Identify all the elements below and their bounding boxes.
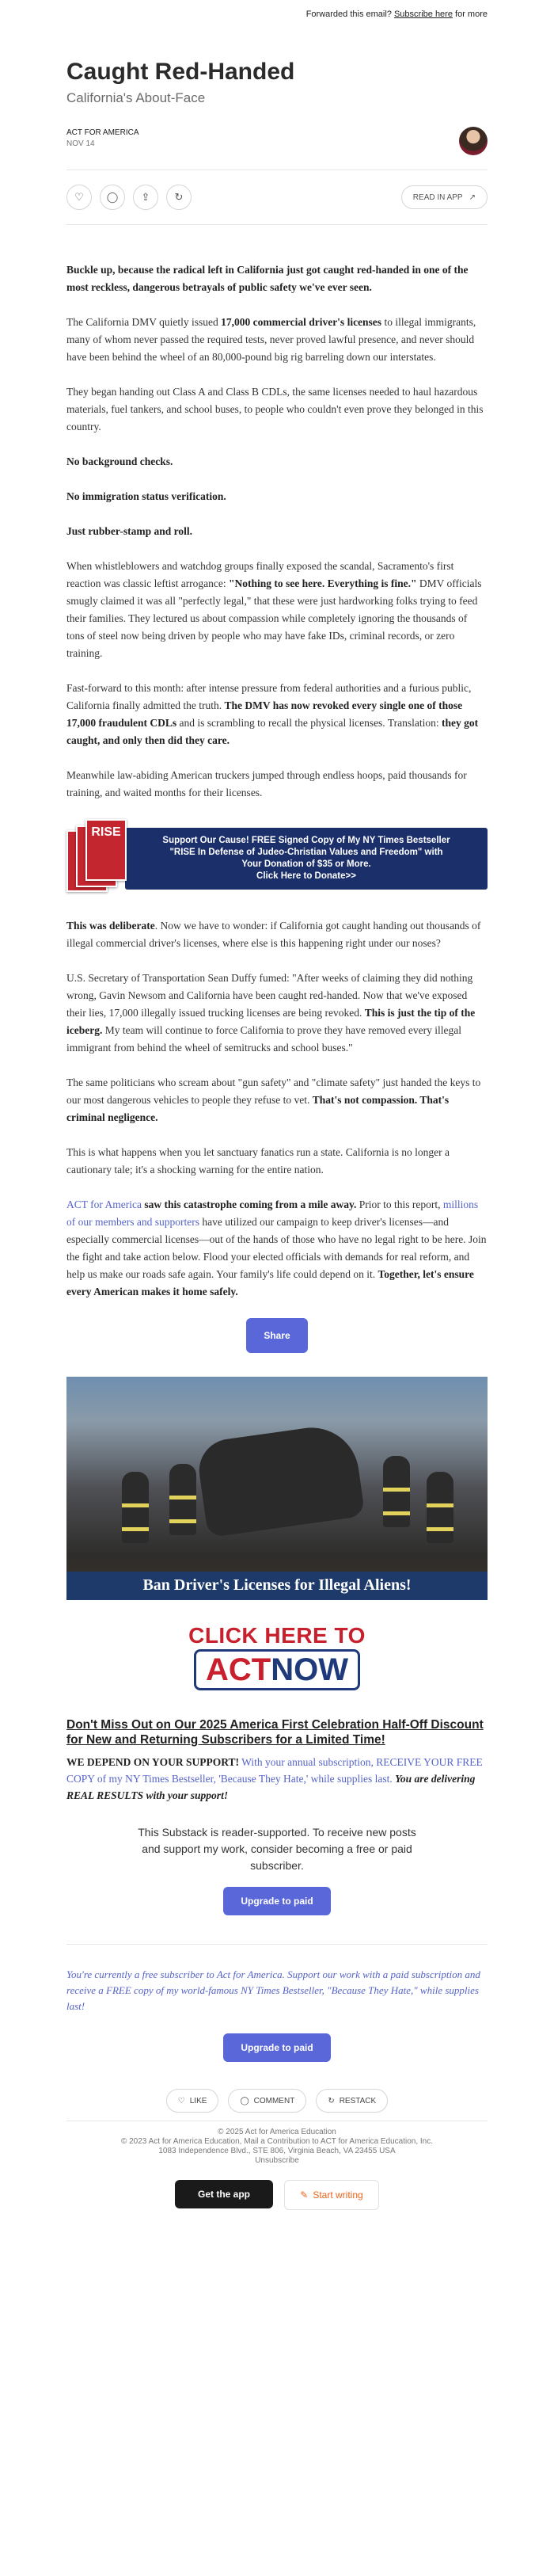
- heart-icon: ♡: [74, 191, 84, 203]
- book-cover: RISE: [85, 819, 127, 881]
- divider: [66, 1944, 488, 1945]
- act-now-button[interactable]: CLICK HERE TO ACTNOW: [66, 1624, 488, 1690]
- book-stack-image: [66, 819, 131, 898]
- act-for-america-link[interactable]: ACT for America: [66, 1198, 142, 1210]
- comment-icon: ◯: [106, 191, 119, 203]
- bestseller-link[interactable]: With your annual subscription, RECEIVE YOUR FREE COPY of my NY Times Bestseller, 'Because They Hate,' while supplies last.: [66, 1756, 483, 1785]
- legal-footer: © 2025 Act for America Education © 2023 Act for America Education, Mail a Contribution to ACT for America Education, Inc. 1083 Independence Blvd., STE 806, Virginia Beach, VA 23455 USA Unsubscribe: [66, 2121, 488, 2166]
- footer-comment-button[interactable]: ◯ COMMENT: [228, 2089, 306, 2113]
- donate-link[interactable]: Click Here to Donate>>: [256, 871, 356, 881]
- like-button[interactable]: [66, 185, 92, 210]
- paragraph: They began handing out Class A and Class B CDLs, the same licenses needed to haul hazardous materials, fuel tankers, and school buses, to people who couldn't even prove they belonged in this country.: [66, 386, 484, 433]
- paragraph: Meanwhile law-abiding American truckers jumped through endless hoops, paid thousands for training, and waited months for their licenses.: [66, 769, 467, 798]
- paragraph: Fast-forward to this month: after intense pressure from federal authorities and a furious public, California finally admitted the truth. The DMV has now revoked every single one of those 17,000 fraudulent CDLs and is scrambling to recall the physical licenses. Translation: they got caught, and only then did they care.: [66, 682, 479, 746]
- members-link[interactable]: millions of our members and supporters: [66, 1198, 479, 1228]
- firefighter-figure: [383, 1456, 410, 1527]
- post-date: NOV 14: [66, 139, 95, 148]
- external-arrow-icon: ↗: [469, 192, 476, 202]
- click-here-text: CLICK HERE TO: [188, 1623, 366, 1648]
- pen-icon: ✎: [300, 2189, 309, 2201]
- forwarded-line: [66, 0, 488, 19]
- unsubscribe-link[interactable]: Unsubscribe: [255, 2156, 299, 2165]
- paragraph: U.S. Secretary of Transportation Sean Duffy fumed: "After weeks of claiming they did nothing wrong, Gavin Newsom and California have been caught red-handed. Now that we've exposed their lies, 17,000 illegally issued trucking licenses are being revoked. This is just the tip of the iceberg. My team will continue to force California to prove they have removed every illegal immigrant from behind the wheel of semitrucks and school buses.": [66, 972, 476, 1054]
- paragraph: This is what happens when you let sanctuary fanatics run a state. California is no longer a cautionary tale; it's a shocking warning for the entire nation.: [66, 1146, 450, 1176]
- photo-caption: Ban Driver's Licenses for Illegal Aliens!: [66, 1572, 488, 1600]
- reader-supported-text: This Substack is reader-supported. To receive new posts and support my work, consider becoming a free or paid subscriber.: [138, 1826, 416, 1872]
- paragraph: The same politicians who scream about "gun safety" and "climate safety" just handed the keys to our most dangerous vehicles to people they refuse to vet. That's not compassion. That's criminal negligence.: [66, 1077, 481, 1123]
- upgrade-button[interactable]: Upgrade to paid: [223, 1887, 330, 1915]
- action-bar: [66, 170, 488, 225]
- paragraph: ACT for America saw this catastrophe coming from a mile away. Prior to this report, millions of our members and supporters have utilized our campaign to keep driver's licenses—and especially commercial licenses—out of the hands of those who have no legal right to be here. Join the fight and take action below. Flood your elected officials with demands for real reform, and help us make our roads safe again. Your family's life could depend on it. Together, let's ensure every American makes it home safely.: [66, 1198, 487, 1298]
- start-writing-button[interactable]: ✎ Start writing: [284, 2180, 379, 2210]
- footer-restack-button[interactable]: ↻ RESTACK: [316, 2089, 388, 2113]
- promo-heading[interactable]: Don't Miss Out on Our 2025 America First Celebration Half-Off Discount for New and Returning Subscribers for a Limited Time!: [66, 1718, 484, 1747]
- read-in-app-label: READ IN APP: [412, 192, 463, 202]
- share-button-top[interactable]: [133, 185, 158, 210]
- support-paragraph: WE DEPEND ON YOUR SUPPORT! With your annual subscription, RECEIVE YOUR FREE COPY of my NY Times Bestseller, 'Because They Hate,' while supplies last. You are delivering REAL RESULTS with your support!: [66, 1756, 483, 1801]
- share-icon: ⇪: [141, 191, 150, 203]
- paragraph: No immigration status verification.: [66, 490, 226, 502]
- heart-icon: ♡: [177, 2096, 185, 2105]
- comment-icon: ◯: [240, 2096, 249, 2105]
- post-subtitle: California's About-Face: [66, 90, 206, 105]
- paragraph: This was deliberate. Now we have to wonder: if California got caught handing out thousands of illegal commercial driver's licenses, where else is this happening right under our noses?: [66, 920, 481, 949]
- firefighter-figure: [169, 1464, 196, 1535]
- avatar[interactable]: [459, 127, 488, 155]
- paragraph-intro: Buckle up, because the radical left in California just got caught red-handed in one of the most reckless, dangerous betrayals of public safety we've ever seen.: [66, 264, 469, 293]
- post-meta: [66, 127, 488, 155]
- post-body: [66, 261, 488, 1690]
- restack-icon: ↻: [328, 2096, 335, 2105]
- paragraph: The California DMV quietly issued 17,000 commercial driver's licenses to illegal immigrants, many of whom never passed the required tests, never proved lawful presence, and never should have been behind the wheel of an 80,000-pound big rig barreling down our interstates.: [66, 316, 476, 363]
- restack-icon: ↻: [174, 191, 184, 203]
- subscribe-link[interactable]: Subscribe here: [393, 10, 453, 19]
- forwarded-text: Forwarded this email?: [305, 10, 392, 19]
- donate-banner-text[interactable]: Support Our Cause! FREE Signed Copy of My NY Times Bestseller "RISE In Defense of Judeo-Christian Values and Freedom" with Your Donation of $35 or More. Click Here to Donate>>: [125, 828, 488, 890]
- get-app-button[interactable]: Get the app: [175, 2180, 273, 2208]
- firefighter-figure: [427, 1472, 453, 1543]
- comment-button[interactable]: [100, 185, 125, 210]
- firefighter-figure: [122, 1472, 149, 1543]
- forwarded-suffix: for more: [455, 10, 488, 19]
- free-subscriber-note: You're currently a free subscriber to Act for America. Support our work with a paid subscription and receive a FREE copy of my world-famous NY Times Bestseller, "Because They Hate," while supplies last!: [66, 1968, 480, 2012]
- email-container: [66, 0, 488, 2210]
- paragraph: When whistleblowers and watchdog groups finally exposed the scandal, Sacramento's first reaction was classic leftist arrogance: "Nothing to see here. Everything is fine." DMV officials smugly claimed it was all "perfectly legal," that these were just hardworking folks trying to feed their families. They lectured us about compassion while completely ignoring the thousands of tons of steel now being driven by people who may have fake IDs, criminal records, or zero training.: [66, 560, 482, 659]
- news-photo[interactable]: [66, 1377, 488, 1600]
- author-name[interactable]: ACT FOR AMERICA: [66, 128, 139, 137]
- paragraph: Just rubber-stamp and roll.: [66, 525, 193, 537]
- donate-banner[interactable]: [66, 819, 488, 898]
- app-buttons: [66, 2180, 488, 2210]
- upgrade-button-2[interactable]: Upgrade to paid: [223, 2033, 330, 2062]
- footer-actions: [66, 2089, 488, 2113]
- footer-like-button[interactable]: ♡ LIKE: [166, 2089, 219, 2113]
- post-title[interactable]: Caught Red-Handed: [66, 59, 295, 85]
- share-button[interactable]: Share: [246, 1318, 307, 1353]
- restack-button[interactable]: [166, 185, 192, 210]
- paragraph: No background checks.: [66, 455, 173, 467]
- read-in-app-button[interactable]: [401, 185, 488, 209]
